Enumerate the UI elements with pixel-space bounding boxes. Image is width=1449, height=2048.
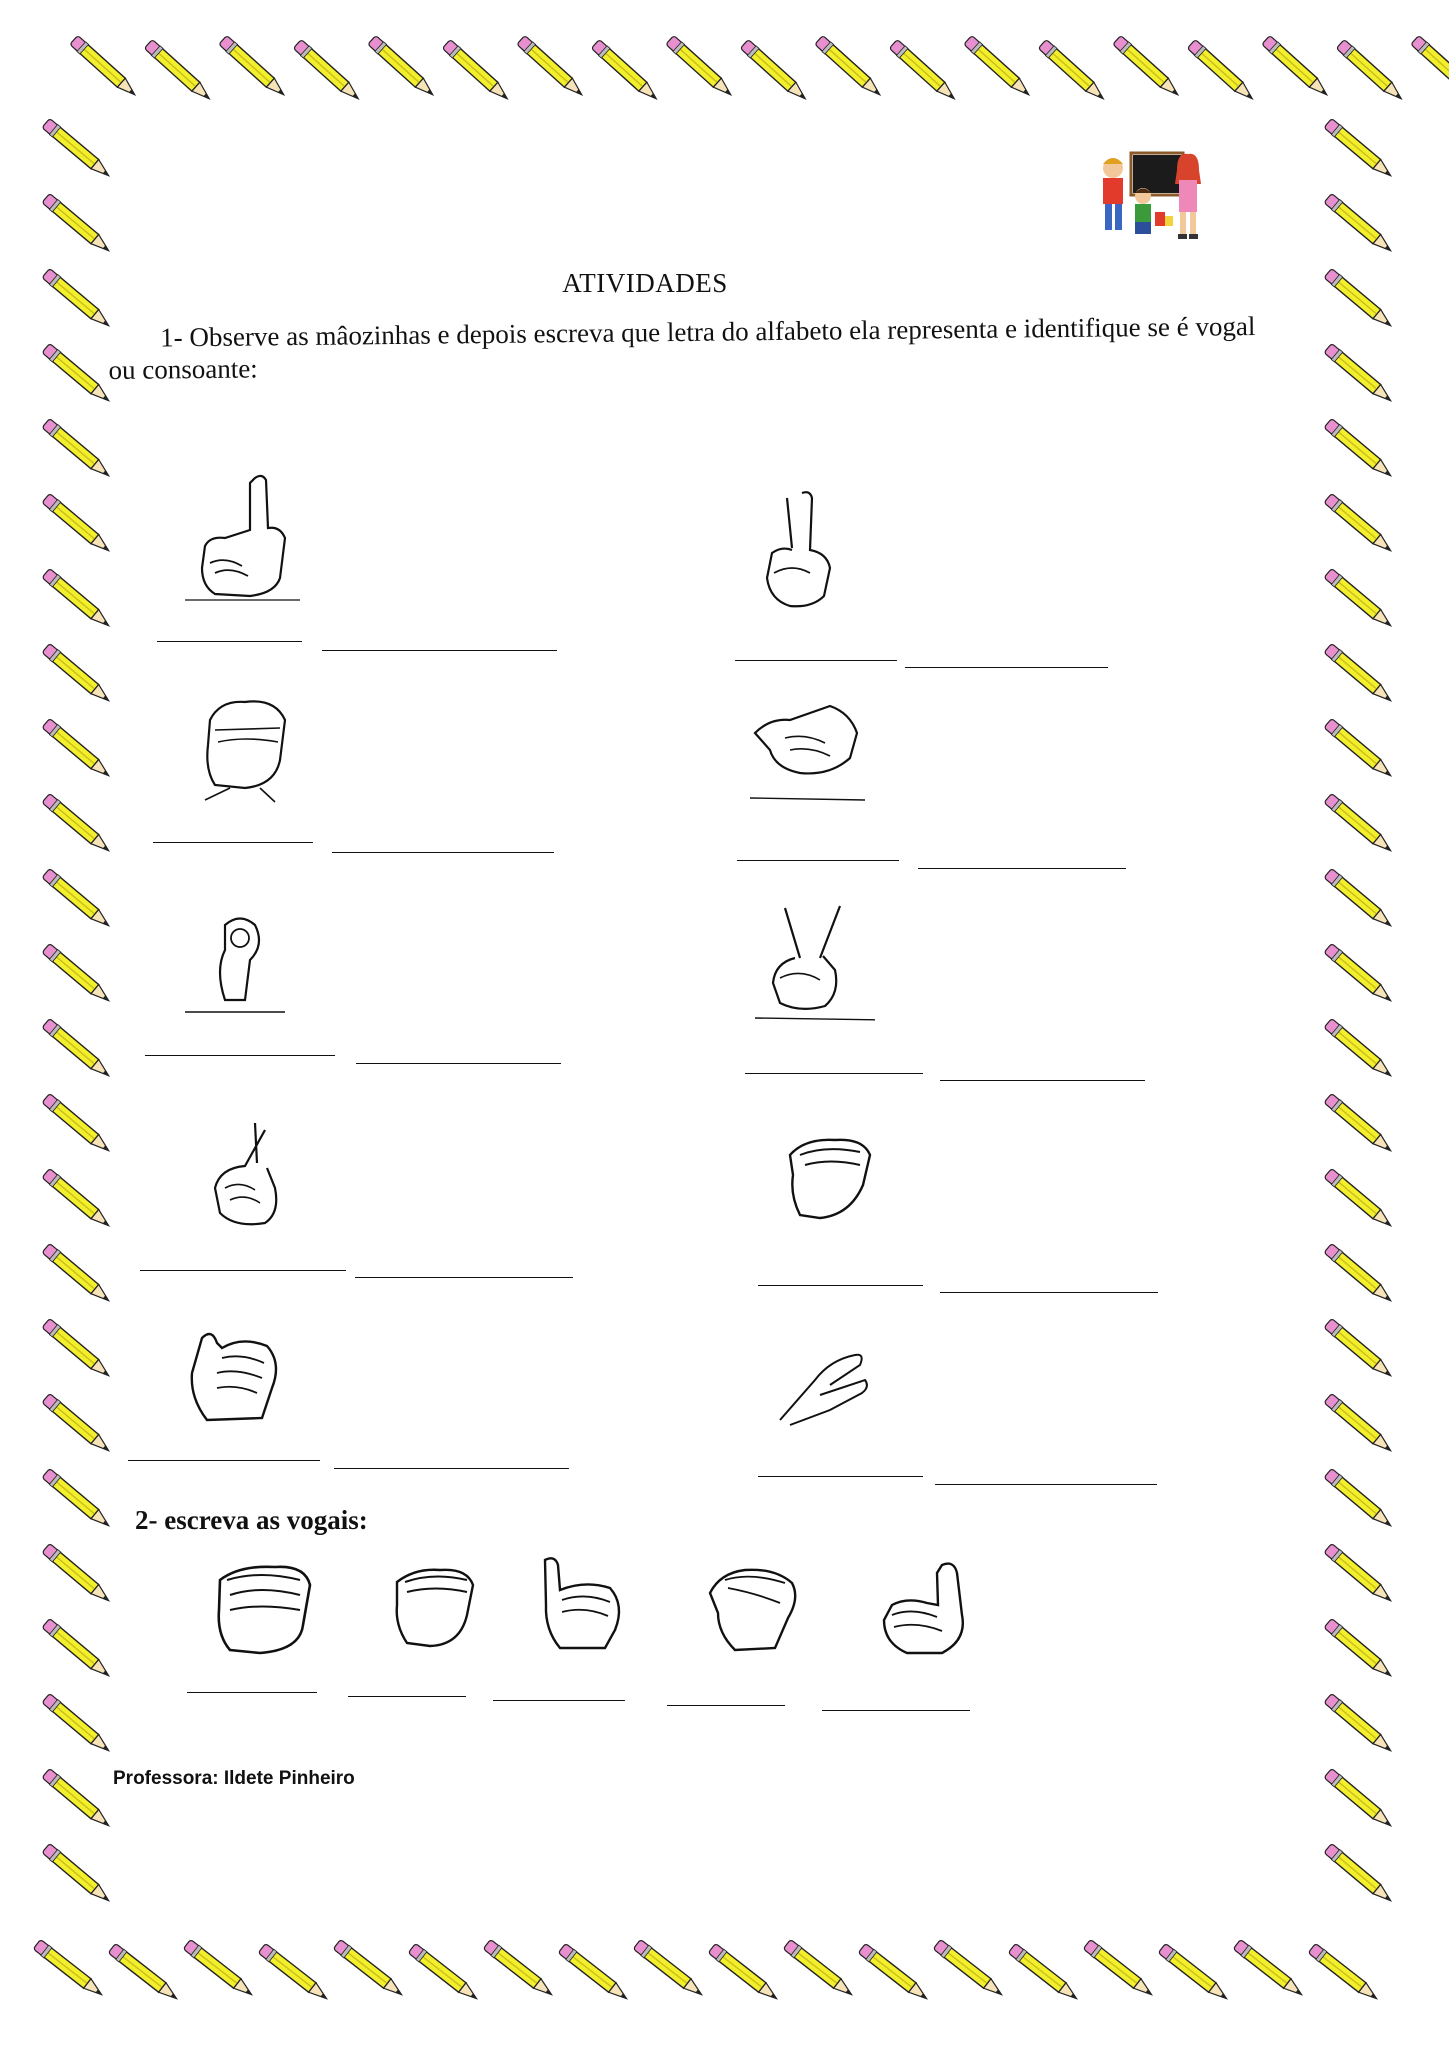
pencil-icon xyxy=(1233,1939,1306,2000)
pencil-icon xyxy=(1112,35,1182,100)
answer-blank-type[interactable] xyxy=(940,1080,1145,1081)
pencil-icon xyxy=(1324,1618,1395,1681)
sign-hand-icon xyxy=(190,690,300,805)
answer-blank-letter[interactable] xyxy=(737,860,899,861)
pencil-icon xyxy=(814,35,884,100)
pencil-icon xyxy=(42,1693,113,1756)
answer-blank-letter[interactable] xyxy=(758,1476,923,1477)
pencil-icon xyxy=(708,1943,781,2004)
answer-blank-letter[interactable] xyxy=(140,1270,346,1271)
vowel-blank[interactable] xyxy=(348,1696,466,1697)
question-1-text: Observe as mâozinhas e depois escreva que letra do alfabeto ela representa e identifique se é vogal ou consoante: xyxy=(108,310,1256,385)
pencil-icon xyxy=(1308,1943,1381,2004)
pencil-icon xyxy=(367,35,437,100)
pencil-icon xyxy=(1324,1243,1395,1306)
answer-blank-type[interactable] xyxy=(905,667,1108,668)
pencil-icon xyxy=(42,1468,113,1531)
sign-hand-icon xyxy=(745,688,875,808)
question-1-number: 1- xyxy=(160,322,183,353)
pencil-icon xyxy=(1324,1468,1395,1531)
pencil-icon xyxy=(1324,1018,1395,1081)
pencil-icon xyxy=(1324,1543,1395,1606)
pencil-icon xyxy=(1324,193,1395,256)
answer-blank-type[interactable] xyxy=(918,868,1126,869)
answer-blank-type[interactable] xyxy=(356,1063,561,1064)
pencil-icon xyxy=(42,343,113,406)
pencil-icon xyxy=(1083,1939,1156,2000)
sign-hand-icon xyxy=(185,910,295,1020)
pencil-icon xyxy=(42,1243,113,1306)
teacher-name: Professora: Ildete Pinheiro xyxy=(113,1768,355,1789)
pencil-icon xyxy=(42,718,113,781)
answer-blank-type[interactable] xyxy=(334,1468,569,1469)
pencil-icon xyxy=(183,1939,256,2000)
pencil-icon xyxy=(42,1618,113,1681)
children-blackboard-icon xyxy=(1093,150,1208,245)
pencil-icon xyxy=(1038,39,1108,104)
sign-hand-icon xyxy=(775,1130,885,1230)
pencil-icon xyxy=(42,1768,113,1831)
pencil-icon xyxy=(1324,718,1395,781)
answer-blank-letter[interactable] xyxy=(758,1285,923,1286)
pencil-icon xyxy=(516,35,586,100)
sign-hand-icon xyxy=(700,1558,810,1658)
answer-blank-type[interactable] xyxy=(940,1292,1158,1293)
pencil-icon xyxy=(69,35,139,100)
pencil-icon xyxy=(1324,1393,1395,1456)
pencil-icon xyxy=(889,39,959,104)
pencil-icon xyxy=(1410,35,1449,100)
vowel-blank[interactable] xyxy=(822,1710,970,1711)
pencil-icon xyxy=(33,1939,106,2000)
pencil-icon xyxy=(1324,943,1395,1006)
pencil-icon xyxy=(665,35,735,100)
pencil-icon xyxy=(408,1943,481,2004)
pencil-icon xyxy=(42,193,113,256)
pencil-icon xyxy=(258,1943,331,2004)
answer-blank-letter[interactable] xyxy=(145,1055,335,1056)
pencil-icon xyxy=(1324,868,1395,931)
sign-hand-icon xyxy=(385,1560,485,1655)
pencil-icon xyxy=(591,39,661,104)
pencil-icon xyxy=(1324,493,1395,556)
pencil-icon xyxy=(42,1393,113,1456)
pencil-icon xyxy=(1324,343,1395,406)
pencil-icon xyxy=(42,793,113,856)
question-2: 2- escreva as vogais: xyxy=(135,1505,368,1535)
pencil-icon xyxy=(1336,39,1406,104)
pencil-icon xyxy=(42,418,113,481)
pencil-icon xyxy=(333,1939,406,2000)
pencil-icon xyxy=(42,643,113,706)
sign-hand-icon xyxy=(770,1325,890,1435)
pencil-icon xyxy=(108,1943,181,2004)
sign-hand-icon xyxy=(755,898,875,1028)
pencil-icon xyxy=(42,1168,113,1231)
pencil-icon xyxy=(42,1543,113,1606)
pencil-icon xyxy=(1324,1768,1395,1831)
sign-hand-icon xyxy=(205,1555,320,1660)
pencil-icon xyxy=(442,39,512,104)
pencil-icon xyxy=(1187,39,1257,104)
pencil-icon xyxy=(1008,1943,1081,2004)
pencil-icon xyxy=(558,1943,631,2004)
sign-hand-icon xyxy=(752,488,862,613)
pencil-icon xyxy=(42,1093,113,1156)
answer-blank-letter[interactable] xyxy=(735,660,897,661)
pencil-icon xyxy=(483,1939,556,2000)
pencil-icon xyxy=(1324,793,1395,856)
page-title: ATIVIDADES xyxy=(562,268,728,298)
pencil-icon xyxy=(933,1939,1006,2000)
pencil-icon xyxy=(42,868,113,931)
sign-hand-icon xyxy=(872,1555,982,1660)
pencil-icon xyxy=(42,568,113,631)
answer-blank-type[interactable] xyxy=(322,650,557,651)
pencil-icon xyxy=(1324,568,1395,631)
pencil-icon xyxy=(42,1843,113,1906)
pencil-icon xyxy=(42,493,113,556)
pencil-icon xyxy=(740,39,810,104)
vowel-blank[interactable] xyxy=(493,1700,625,1701)
pencil-icon xyxy=(1324,268,1395,331)
sign-hand-icon xyxy=(530,1550,635,1655)
pencil-icon xyxy=(1324,118,1395,181)
pencil-icon xyxy=(963,35,1033,100)
pencil-icon xyxy=(858,1943,931,2004)
vowel-blank[interactable] xyxy=(667,1705,785,1706)
pencil-icon xyxy=(1158,1943,1231,2004)
answer-blank-type[interactable] xyxy=(355,1277,573,1278)
pencil-icon xyxy=(1324,418,1395,481)
sign-hand-icon xyxy=(180,468,310,608)
answer-blank-letter[interactable] xyxy=(745,1073,923,1074)
pencil-icon xyxy=(783,1939,856,2000)
sign-hand-icon xyxy=(195,1118,305,1238)
pencil-icon xyxy=(42,1018,113,1081)
answer-blank-type[interactable] xyxy=(332,852,554,853)
pencil-icon xyxy=(293,39,363,104)
pencil-icon xyxy=(42,1318,113,1381)
answer-blank-letter[interactable] xyxy=(157,641,302,642)
pencil-icon xyxy=(633,1939,706,2000)
pencil-icon xyxy=(144,39,214,104)
pencil-icon xyxy=(42,118,113,181)
pencil-icon xyxy=(1324,1693,1395,1756)
answer-blank-letter[interactable] xyxy=(128,1460,320,1461)
vowel-blank[interactable] xyxy=(187,1692,317,1693)
pencil-icon xyxy=(1324,1093,1395,1156)
pencil-icon xyxy=(1324,1318,1395,1381)
question-1 xyxy=(108,310,1289,386)
sign-hand-icon xyxy=(172,1318,292,1428)
pencil-icon xyxy=(1324,1843,1395,1906)
answer-blank-letter[interactable] xyxy=(153,842,313,843)
pencil-icon xyxy=(1324,1168,1395,1231)
pencil-icon xyxy=(42,943,113,1006)
pencil-icon xyxy=(1324,643,1395,706)
answer-blank-type[interactable] xyxy=(935,1484,1157,1485)
pencil-icon xyxy=(218,35,288,100)
pencil-icon xyxy=(1261,35,1331,100)
